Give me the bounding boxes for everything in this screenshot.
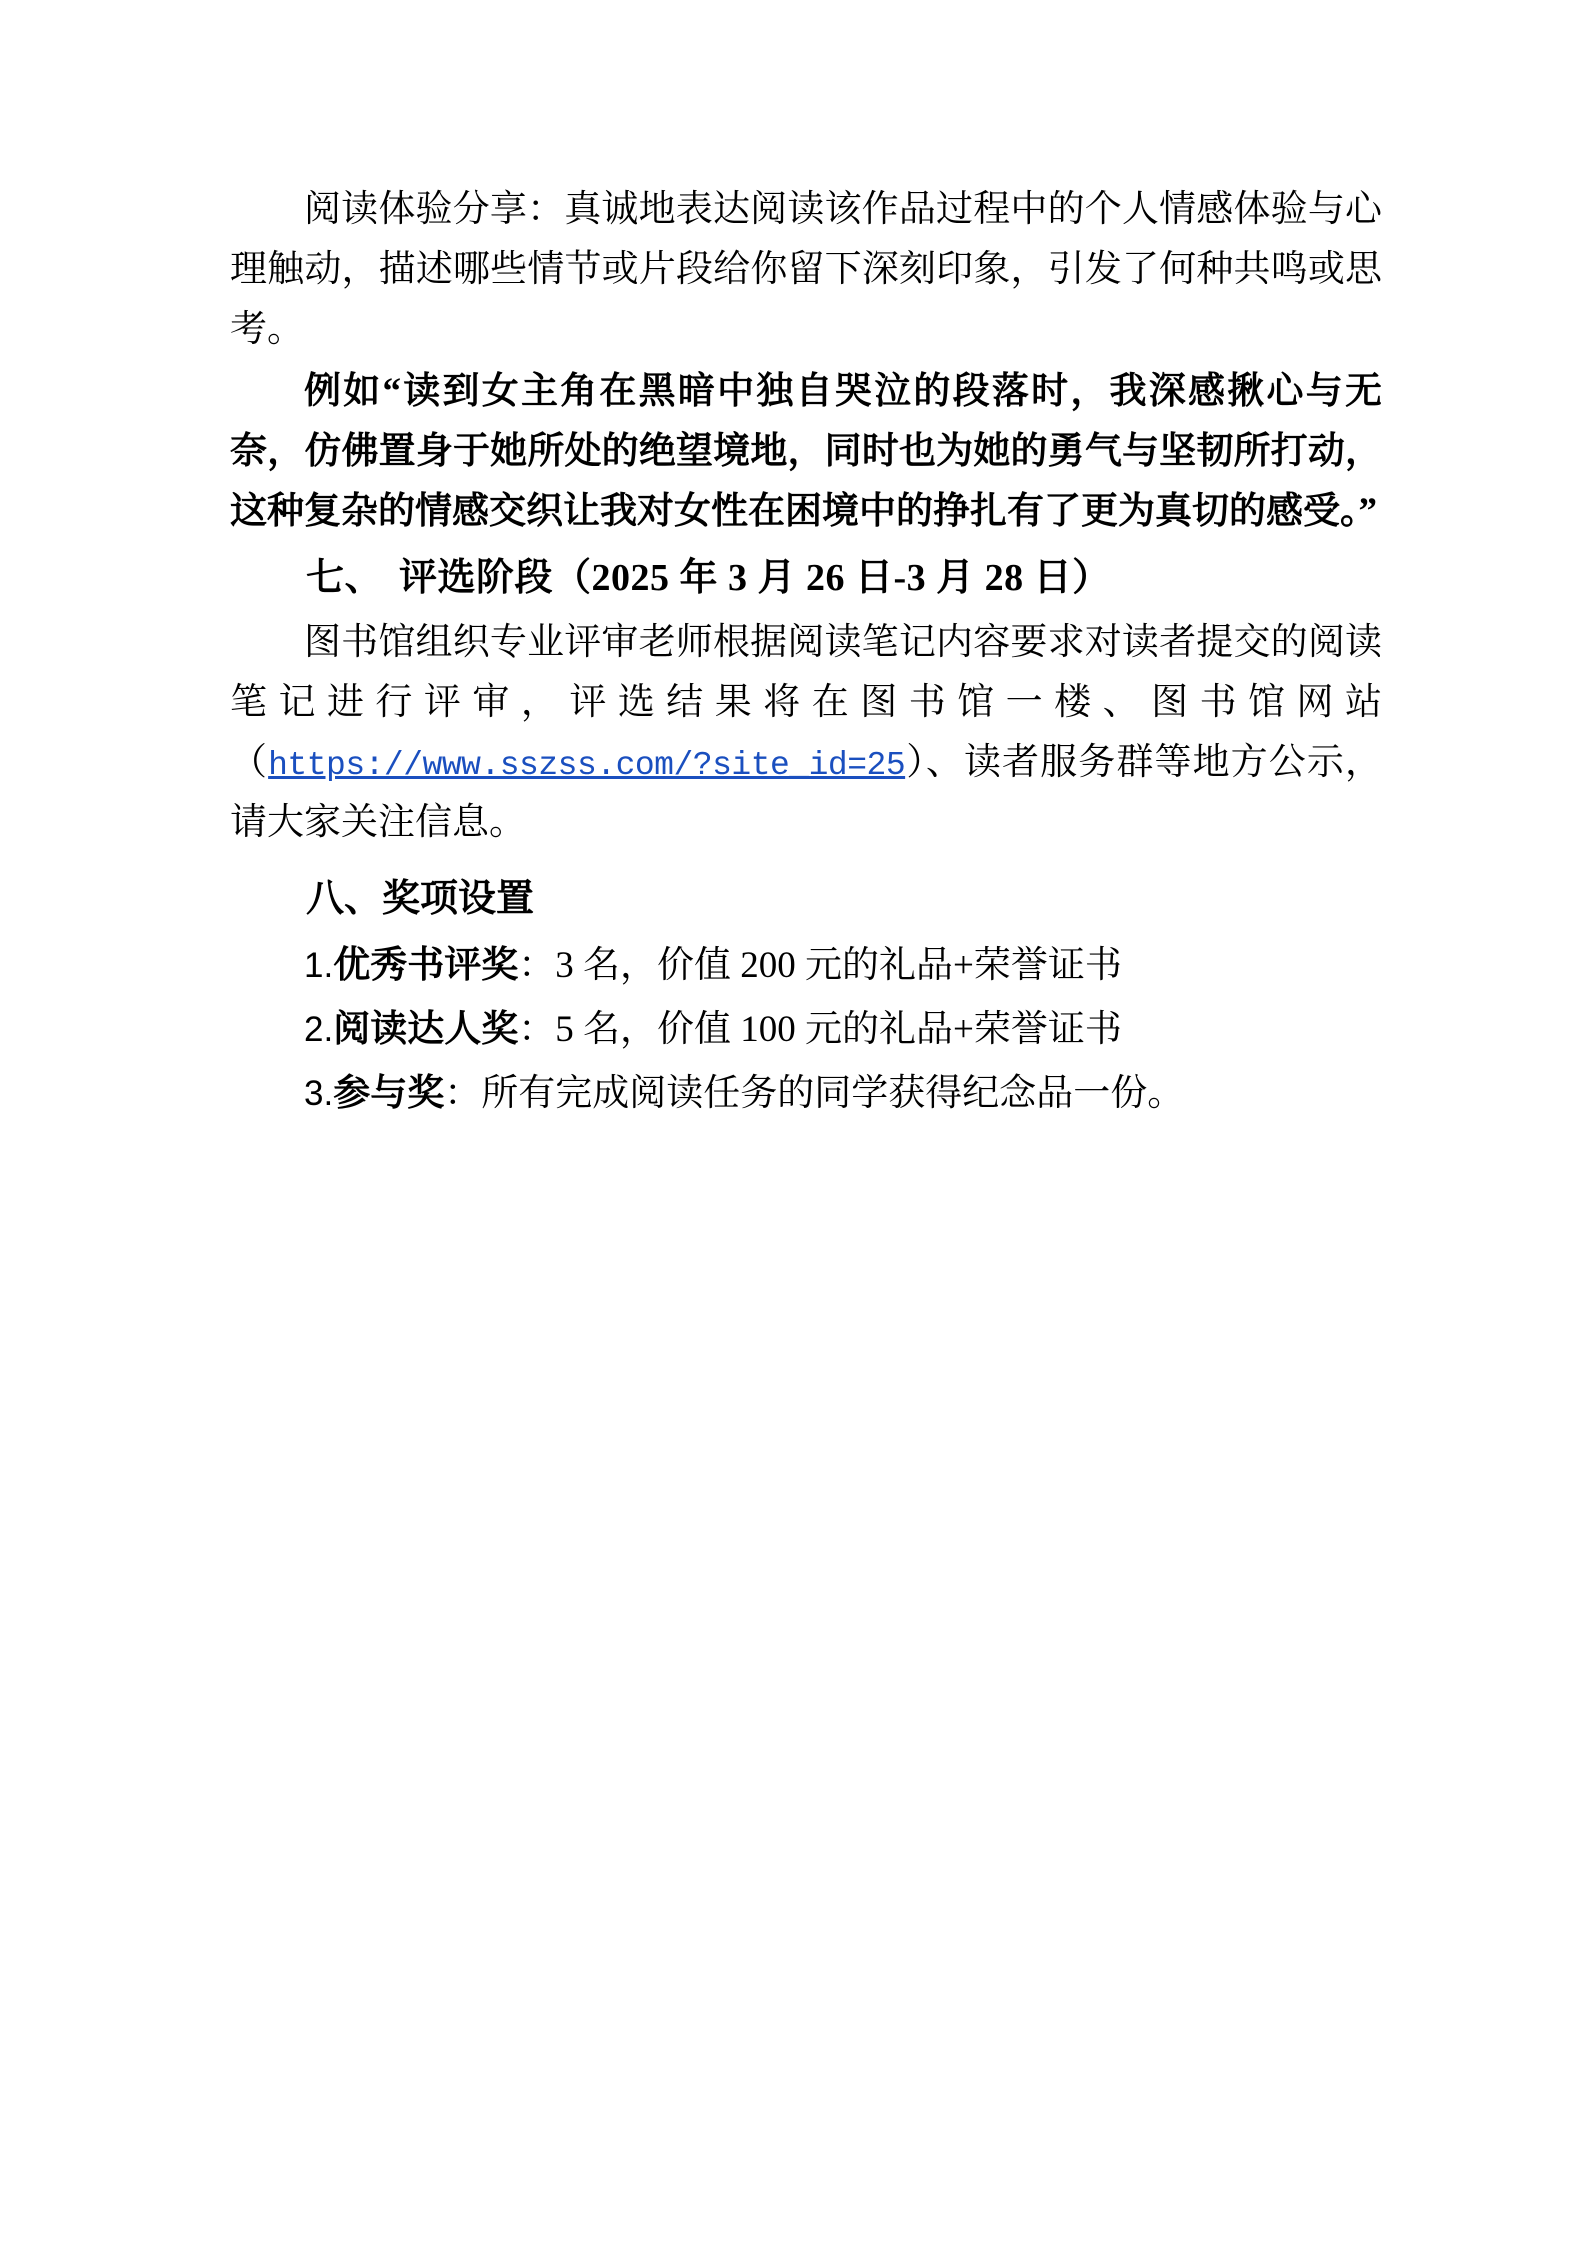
library-website-link[interactable]: https://www.sszss.com/?site_id=25	[268, 747, 906, 785]
award-3-detail: 所有完成阅读任务的同学获得纪念品一份。	[481, 1073, 1185, 1115]
award-1-index: 1.	[304, 946, 334, 986]
heading-seven-title: 评选阶段	[399, 556, 554, 599]
award-item-2	[230, 1000, 1382, 1060]
award-item-3	[230, 1064, 1382, 1124]
heading-seven-date: （2025 年 3 月 26 日-3 月 28 日）	[553, 556, 1111, 599]
award-1-separator: ：	[518, 945, 556, 987]
award-1-detail: 3 名，价值 200 元的礼品+荣誉证书	[555, 945, 1122, 987]
award-2-index: 2.	[304, 1010, 334, 1050]
award-3-index: 3.	[304, 1074, 334, 1114]
award-2-label: 阅读达人奖	[333, 1009, 519, 1051]
heading-section-eight: 八、奖项设置	[306, 877, 535, 920]
award-1-label: 优秀书评奖	[333, 945, 519, 987]
section-seven-text-after-link: ）、读者服务群等地方公示，请大家关注信息。	[230, 742, 1383, 843]
award-2-detail: 5 名，价值 100 元的礼品+荣誉证书	[555, 1009, 1122, 1051]
paragraph-reading-experience: 阅读体验分享：真诚地表达阅读该作品过程中的个人情感体验与心理触动，描述哪些情节或片段给你留下深刻印象，引发了何种共鸣或思考。	[230, 189, 1382, 350]
document-body	[230, 180, 1382, 1124]
paragraph-example-quote: 例如“读到女主角在黑暗中独自哭泣的段落时，我深感揪心与无奈，仿佛置身于她所处的绝望境地，同时也为她的勇气与坚韧所打动，这种复杂的情感交织让我对女性在困境中的挣扎有了更为真切的感受。”	[230, 370, 1382, 532]
heading-seven-label: 七、	[306, 556, 384, 599]
paragraph-section-seven-body	[230, 613, 1382, 853]
award-item-1	[230, 936, 1382, 996]
award-3-separator: ：	[444, 1073, 482, 1115]
section-seven-text-before-link: 图书馆组织专业评审老师根据阅读笔记内容要求对读者提交的阅读笔记进行评审，评选结果将在图书馆一楼、图书馆网站（	[230, 622, 1382, 784]
award-2-separator: ：	[518, 1009, 556, 1051]
heading-section-seven	[230, 548, 1382, 610]
award-3-label: 参与奖	[333, 1073, 445, 1115]
